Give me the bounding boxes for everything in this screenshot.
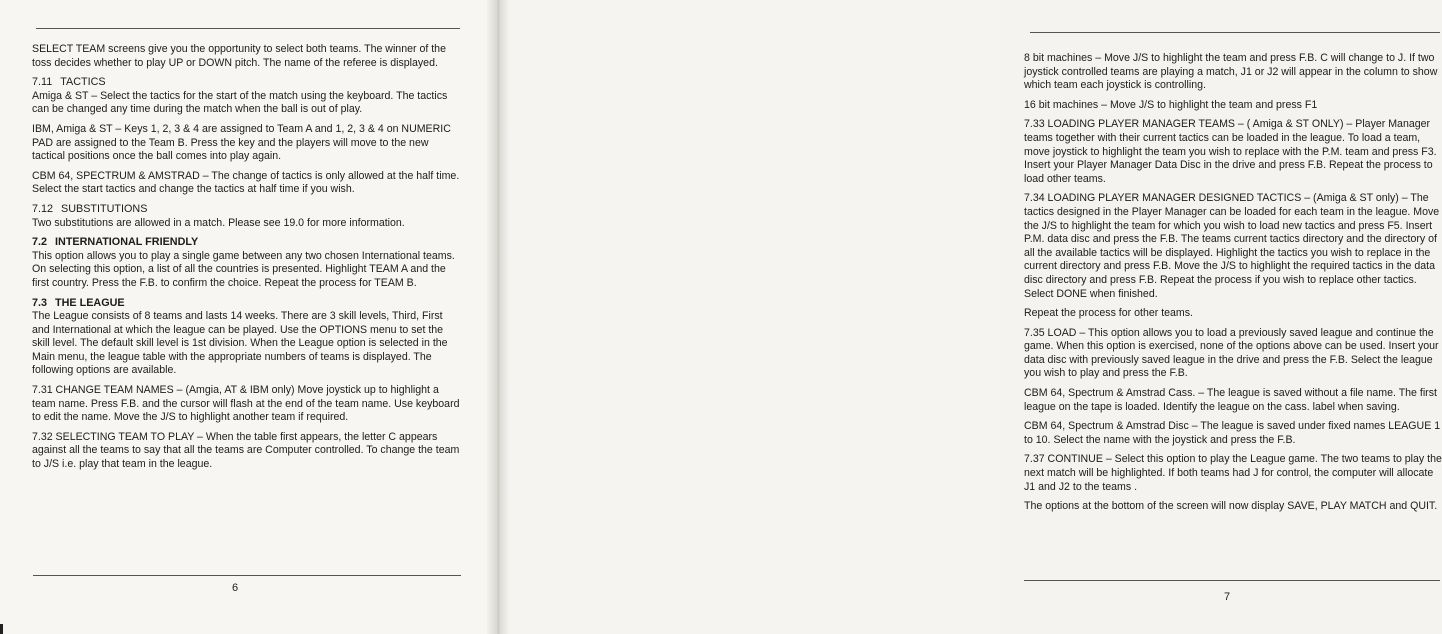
body-paragraph: CBM 64, SPECTRUM & AMSTRAD – The change of tactics is only allowed at the half time. Select the start tactics and change the tactics at half time if you wish. xyxy=(32,169,460,196)
section-number: 7.3 xyxy=(32,296,48,309)
section-title: SUBSTITUTIONS xyxy=(61,202,148,215)
body-paragraph: 7.33 LOADING PLAYER MANAGER TEAMS – ( Amiga & ST ONLY) – Player Manager teams together with their current tactics can be loaded in the league. To load a team, move joystick to highlight the team you wish to replace with the P.M. team and press F3. Insert your Player Manager Data Disc in the drive and press F.B. Repeat the process to load other teams. xyxy=(1024,118,1437,185)
section-number: 7.12 xyxy=(32,202,54,215)
right-page-text xyxy=(1024,52,1442,520)
body-paragraph: The options at the bottom of the screen will now display SAVE, PLAY MATCH and QUIT. xyxy=(1024,500,1438,513)
scan-edge-mark xyxy=(0,624,3,634)
section-title: THE LEAGUE xyxy=(55,296,125,309)
body-paragraph: SELECT TEAM screens give you the opportunity to select both teams. The winner of the toss decides whether to play UP or DOWN pitch. The name of the referee is displayed. xyxy=(32,43,446,69)
bottom-rule-left xyxy=(33,575,461,576)
section-title: TACTICS xyxy=(60,76,106,89)
body-paragraph: Repeat the process for other teams. xyxy=(1024,307,1193,320)
section-title: INTERNATIONAL FRIENDLY xyxy=(55,236,199,249)
body-paragraph: 7.34 LOADING PLAYER MANAGER DESIGNED TACTICS – (Amiga & ST only) – The tactics designed in the Player Manager can be loaded for each team in the league. Move the J/S to highlight the team for which you wish to load new tactics and press F5. Insert P.M. data disc and press the F.B. The teams current tactics directory and the directory of all the available tactics will be displayed. Highlight the tactics you wish to replace in the current directory and press F.B. Move the J/S to highlight the required tactics in the data disc directory and press F.B. Repeat the process if you wish to replace other tactics. Select DONE when finished. xyxy=(1024,192,1440,300)
body-paragraph: CBM 64, Spectrum & Amstrad Cass. – The league is saved without a file name. The first league on the tape is loaded. Identify the league on the cass. label when saving. xyxy=(1024,387,1437,413)
body-paragraph: 8 bit machines – Move J/S to highlight the team and press F.B. C will change to J. If two joystick controlled teams are playing a match, J1 or J2 will appear in the column to show which team each joystick is controlling. xyxy=(1024,52,1438,92)
body-paragraph: Two substitutions are allowed in a match. Please see 19.0 for more information. xyxy=(32,216,405,229)
top-rule-left xyxy=(36,28,460,29)
body-paragraph: 7.35 LOAD – This option allows you to load a previously saved league and continue the game. When this option is exercised, none of the options above can be used. Insert your data disc with previously saved league in the drive and press the F.B. Select the league you wish to play and press the F.B. xyxy=(1024,326,1439,380)
body-paragraph: 7.31 CHANGE TEAM NAMES – (Amgia, AT & IBM only) Move joystick up to highlight a team name. Press F.B. and the cursor will flash at the end of the team name. Use keyboard to edit the name. Move the J/S to highlight another team if required. xyxy=(32,384,460,424)
body-paragraph: This option allows you to play a single game between any two chosen International teams. On selecting this option, a list of all the countries is presented. Highlight TEAM A and the first country. Press the F.B. to confirm the choice. Repeat the process for TEAM B. xyxy=(32,249,455,289)
body-paragraph: CBM 64, Spectrum & Amstrad Disc – The league is saved under fixed names LEAGUE 1 to 10. Select the name with the joystick and press the F.B. xyxy=(1024,420,1441,446)
body-paragraph: Amiga & ST – Select the tactics for the start of the match using the keyboard. The tactics can be changed any time during the match when the ball is out of play. xyxy=(32,89,448,116)
body-paragraph: IBM, Amiga & ST – Keys 1, 2, 3 & 4 are assigned to Team A and 1, 2, 3 & 4 on NUMERIC PAD are assigned to the Team B. Press the key and the players will move to the new tactical positions once the ball comes into play again. xyxy=(32,122,451,163)
page-number-right: 7 xyxy=(1224,591,1231,603)
left-page xyxy=(0,0,497,634)
top-rule-right xyxy=(1030,32,1440,33)
section-number: 7.11 xyxy=(32,76,53,89)
right-page xyxy=(497,0,1442,634)
body-paragraph: 16 bit machines – Move J/S to highlight the team and press F1 xyxy=(1024,98,1318,111)
bottom-rule-right xyxy=(1024,580,1440,581)
section-heading xyxy=(32,236,462,250)
page-number-left: 6 xyxy=(232,582,239,594)
left-page-text xyxy=(32,43,462,478)
body-paragraph: 7.37 CONTINUE – Select this option to play the League game. The two teams to play the next match will be highlighted. If both teams had J for control, the computer will allocate J1 and J2 to the teams . xyxy=(1024,453,1442,493)
body-paragraph: The League consists of 8 teams and lasts 14 weeks. There are 3 skill levels, Third, First and International at which the league can be played. Use the OPTIONS menu to set the skill level. The default skill level is 1st division. When the League option is selected in the Main menu, the league table with the appropriate numbers of teams is displayed. The following options are available. xyxy=(32,310,448,377)
section-heading xyxy=(32,203,462,217)
body-paragraph: 7.32 SELECTING TEAM TO PLAY – When the table first appears, the letter C appears against all the teams to say that all the teams are Computer controlled. To change the team to J/S i.e. play that team in the league. xyxy=(32,430,460,471)
section-heading xyxy=(32,76,462,90)
section-heading xyxy=(32,297,462,311)
section-number: 7.2 xyxy=(32,236,48,249)
book-gutter xyxy=(487,0,509,634)
